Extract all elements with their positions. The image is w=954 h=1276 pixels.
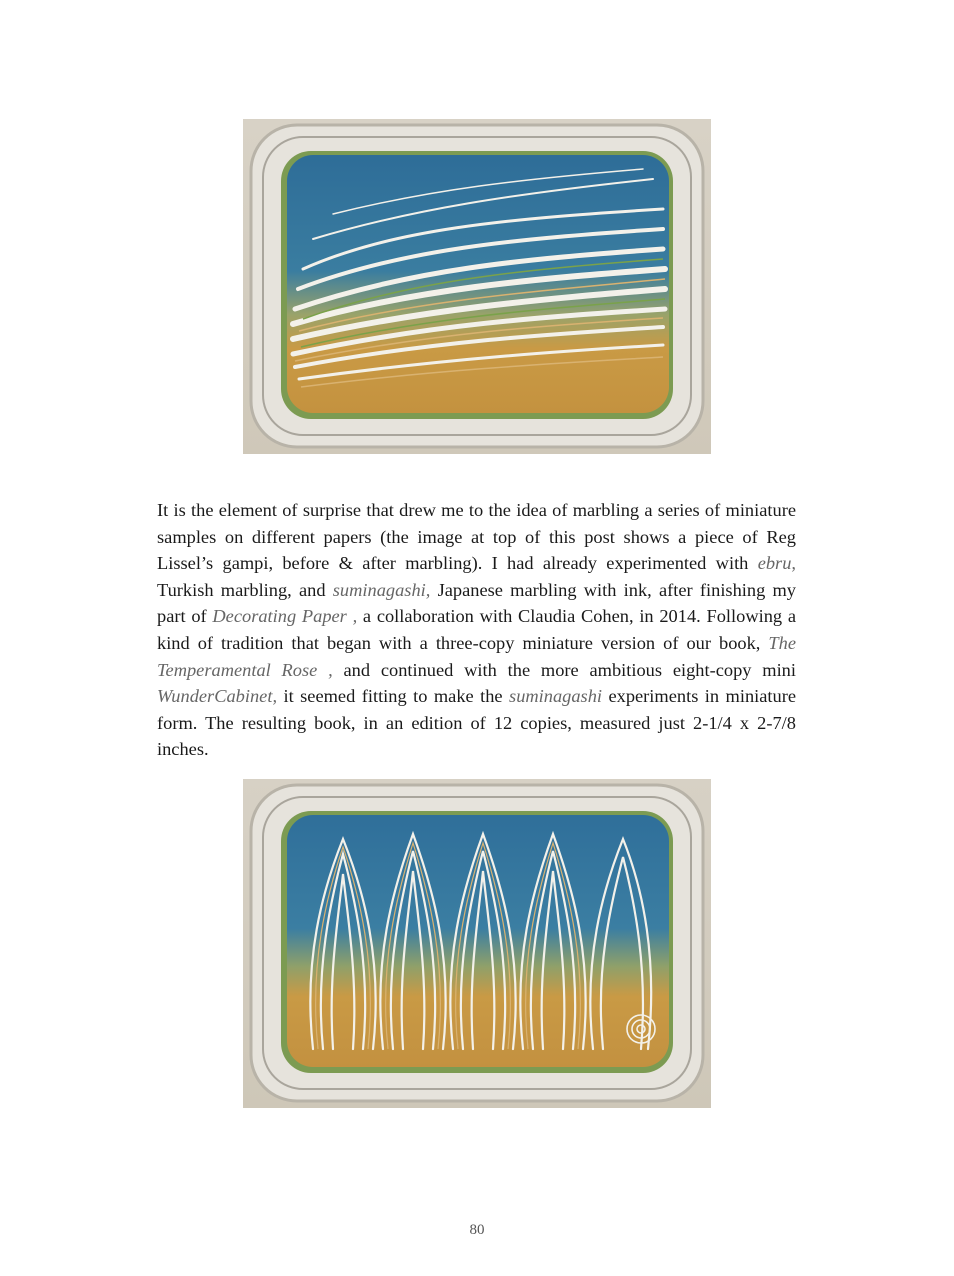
paragraph-text-6: it seemed fitting to make the — [277, 686, 510, 707]
title-decorating-paper: Decorating Paper , — [212, 606, 358, 627]
page-number: 80 — [469, 1222, 485, 1238]
paragraph-text-4: a collaboration with Claudia Cohen, in 2014. Following a kind of tradition that began with a three-copy miniature version of our book, — [157, 606, 796, 653]
term-suminagashi: suminagashi, — [332, 579, 431, 600]
term-suminagashi-2: suminagashi — [509, 686, 603, 707]
paragraph-text-2: Turkish marbling, and — [157, 579, 333, 600]
marbling-tray-photo-bottom — [243, 779, 711, 1108]
term-ebru: ebru, — [757, 553, 796, 574]
title-temperamental-rose: The Temperamental Rose , — [157, 632, 796, 680]
paragraph-text-5: and continued with the more ambitious eight-copy mini — [332, 659, 796, 680]
paragraph-text-1: It is the element of surprise that drew me to the idea of marbling a series of miniature samples on different papers (the image at top of this post shows a piece of Reg Lissel’s gampi, before & after marbling). I had already experimented with — [157, 500, 796, 574]
paragraph-text-3: Japanese marbling with ink, after finishing my part of — [157, 579, 796, 627]
marbling-tray-image-top — [243, 119, 711, 454]
paragraph-text-7: experiments in miniature form. The resulting book, in an edition of 12 copies, measured just 2-1/4 x 2-7/8 inches. — [157, 686, 796, 760]
marbling-tray-image-bottom — [243, 779, 711, 1108]
title-wundercabinet: WunderCabinet, — [157, 686, 278, 707]
body-paragraph — [157, 497, 796, 763]
marbling-tray-photo-top — [243, 119, 711, 454]
